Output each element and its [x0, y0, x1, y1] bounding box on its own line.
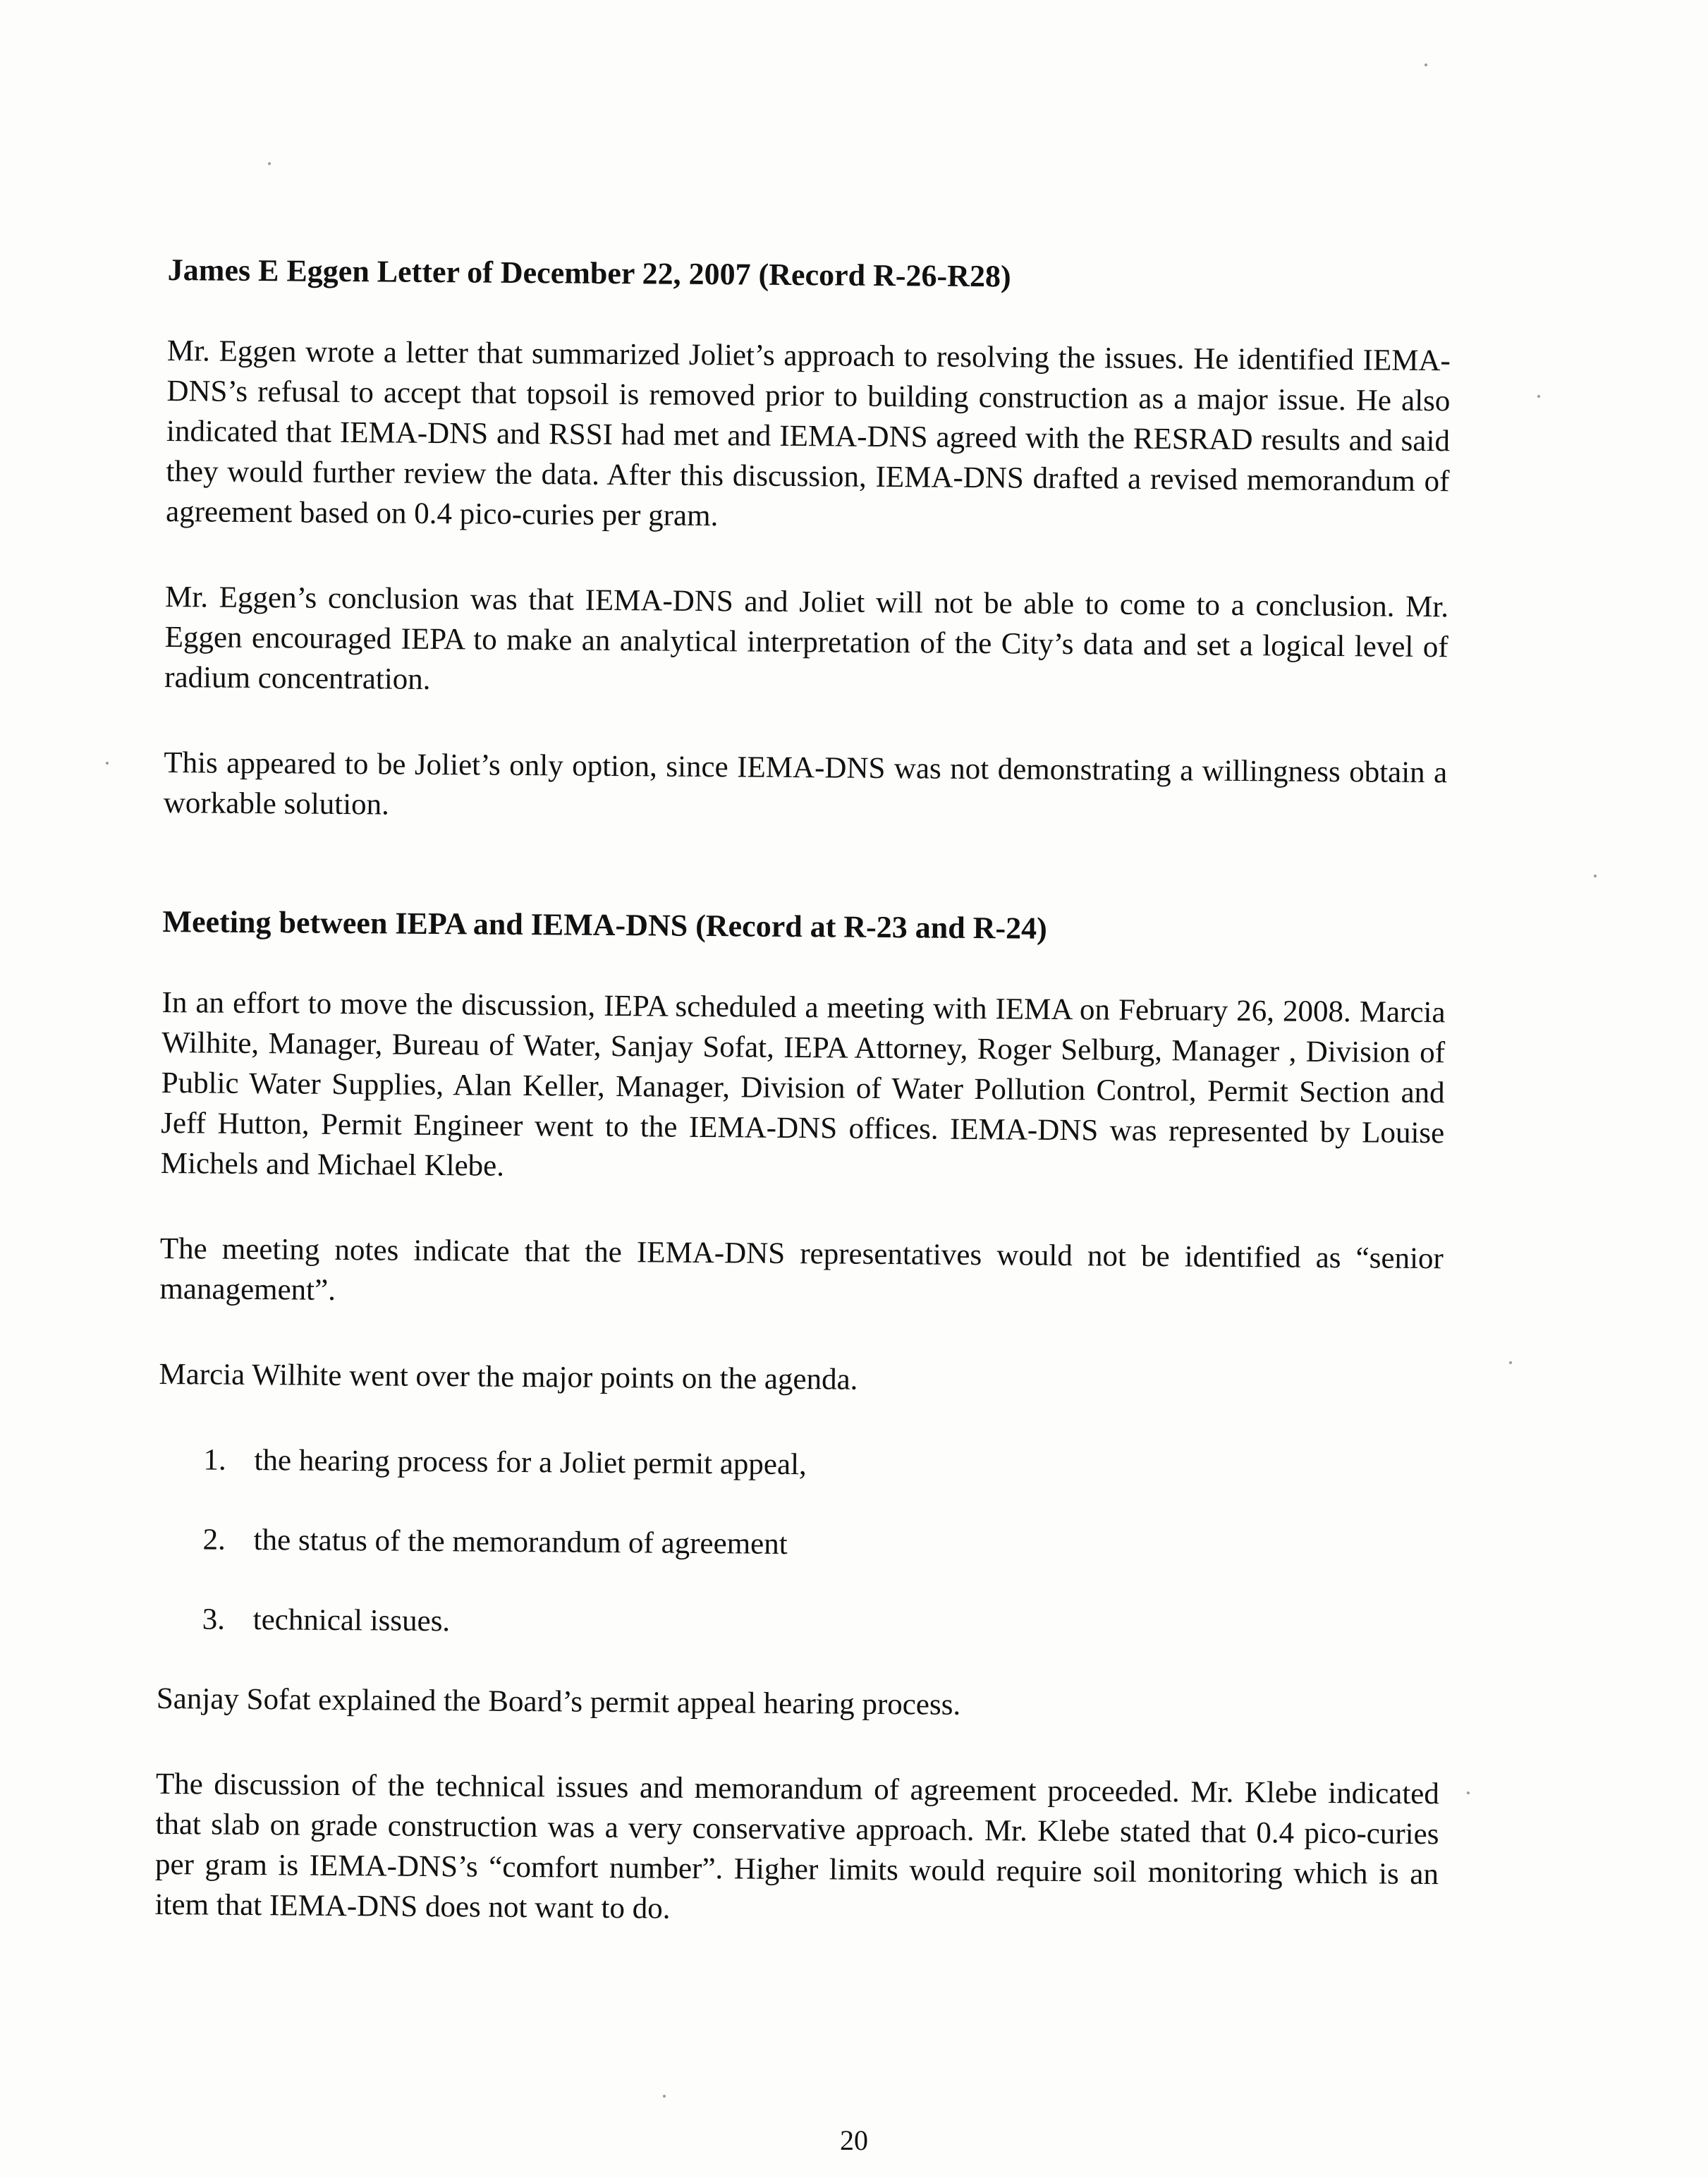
paragraph: Sanjay Sofat explained the Board’s permit appeal hearing process.	[156, 1681, 961, 1722]
scan-speck	[1594, 875, 1597, 877]
list-item-text: technical issues.	[252, 1603, 451, 1638]
page-number: 20	[840, 2124, 868, 2156]
document-body	[154, 250, 1451, 1935]
paragraph: In an effort to move the discussion, IEPA scheduled a meeting with IEMA on February 26, 2008. Marcia Wilhite, Manager, Bureau of Water, Sanjay Sofat, IEPA Attorney, Roger Selburg, Manager , Division of Public Water Supplies, Alan Keller, Manager, Division of Water Pollution Control, Permit Section and Jeff Hutton, Permit Engineer went to the IEMA-DNS offices. IEMA-DNS was represented by Louise Michels and Michael Klebe.	[160, 985, 1446, 1183]
list-item-text: the hearing process for a Joliet permit appeal,	[254, 1444, 807, 1482]
scan-speck	[268, 162, 271, 165]
list-item-number: 2.	[202, 1523, 226, 1557]
list-item-text: the status of the memorandum of agreement	[253, 1523, 788, 1561]
paragraph: Marcia Wilhite went over the major points on the agenda.	[159, 1357, 858, 1397]
section-heading-iepa-meeting: Meeting between IEPA and IEMA-DNS (Record at R-23 and R-24)	[162, 904, 1047, 946]
scan-speck	[1509, 1361, 1512, 1364]
scan-speck	[1537, 395, 1540, 398]
list-item-number: 3.	[202, 1602, 226, 1636]
list-item-number: 1.	[203, 1443, 226, 1477]
paragraph: The meeting notes indicate that the IEMA-DNS representatives would not be identified as “senior management”.	[159, 1231, 1444, 1307]
scan-speck	[663, 2095, 666, 2098]
paragraph: Mr. Eggen’s conclusion was that IEMA-DNS and Joliet will not be able to come to a conclusion. Mr. Eggen encouraged IEPA to make an analytical interpretation of the City’s data and set a logical level of radium concentration.	[164, 580, 1449, 696]
paragraph: Mr. Eggen wrote a letter that summarized Joliet’s approach to resolving the issues. He identified IEMA-DNS’s refusal to accept that topsoil is removed prior to building construction as a major issue. He also indicated that IEMA-DNS and RSSI had met and IEMA-DNS agreed with the RESRAD results and said they would further review the data. After this discussion, IEMA-DNS drafted a revised memorandum of agreement based on 0.4 pico-curies per gram.	[165, 334, 1451, 533]
scan-speck	[1425, 63, 1427, 66]
agenda-list	[157, 1440, 1442, 1649]
paragraph: This appeared to be Joliet’s only option, since IEMA-DNS was not demonstrating a willingness obtain a workable solution.	[163, 746, 1448, 822]
list-item	[202, 1599, 1441, 1649]
paragraph: The discussion of the technical issues and memorandum of agreement proceeded. Mr. Klebe indicated that slab on grade construction was a very conservative approach. Mr. Klebe stated that 0.4 pico-curies per gram is IEMA-DNS’s “comfort number”. Higher limits would require soil monitoring which is an item that IEMA-DNS does not want to do.	[154, 1767, 1440, 1925]
list-item	[202, 1519, 1441, 1569]
scan-speck	[1467, 1791, 1470, 1794]
section-heading-eggen-letter: James E Eggen Letter of December 22, 2007 (Record R-26-R28)	[167, 252, 1011, 294]
scan-speck	[106, 762, 109, 765]
